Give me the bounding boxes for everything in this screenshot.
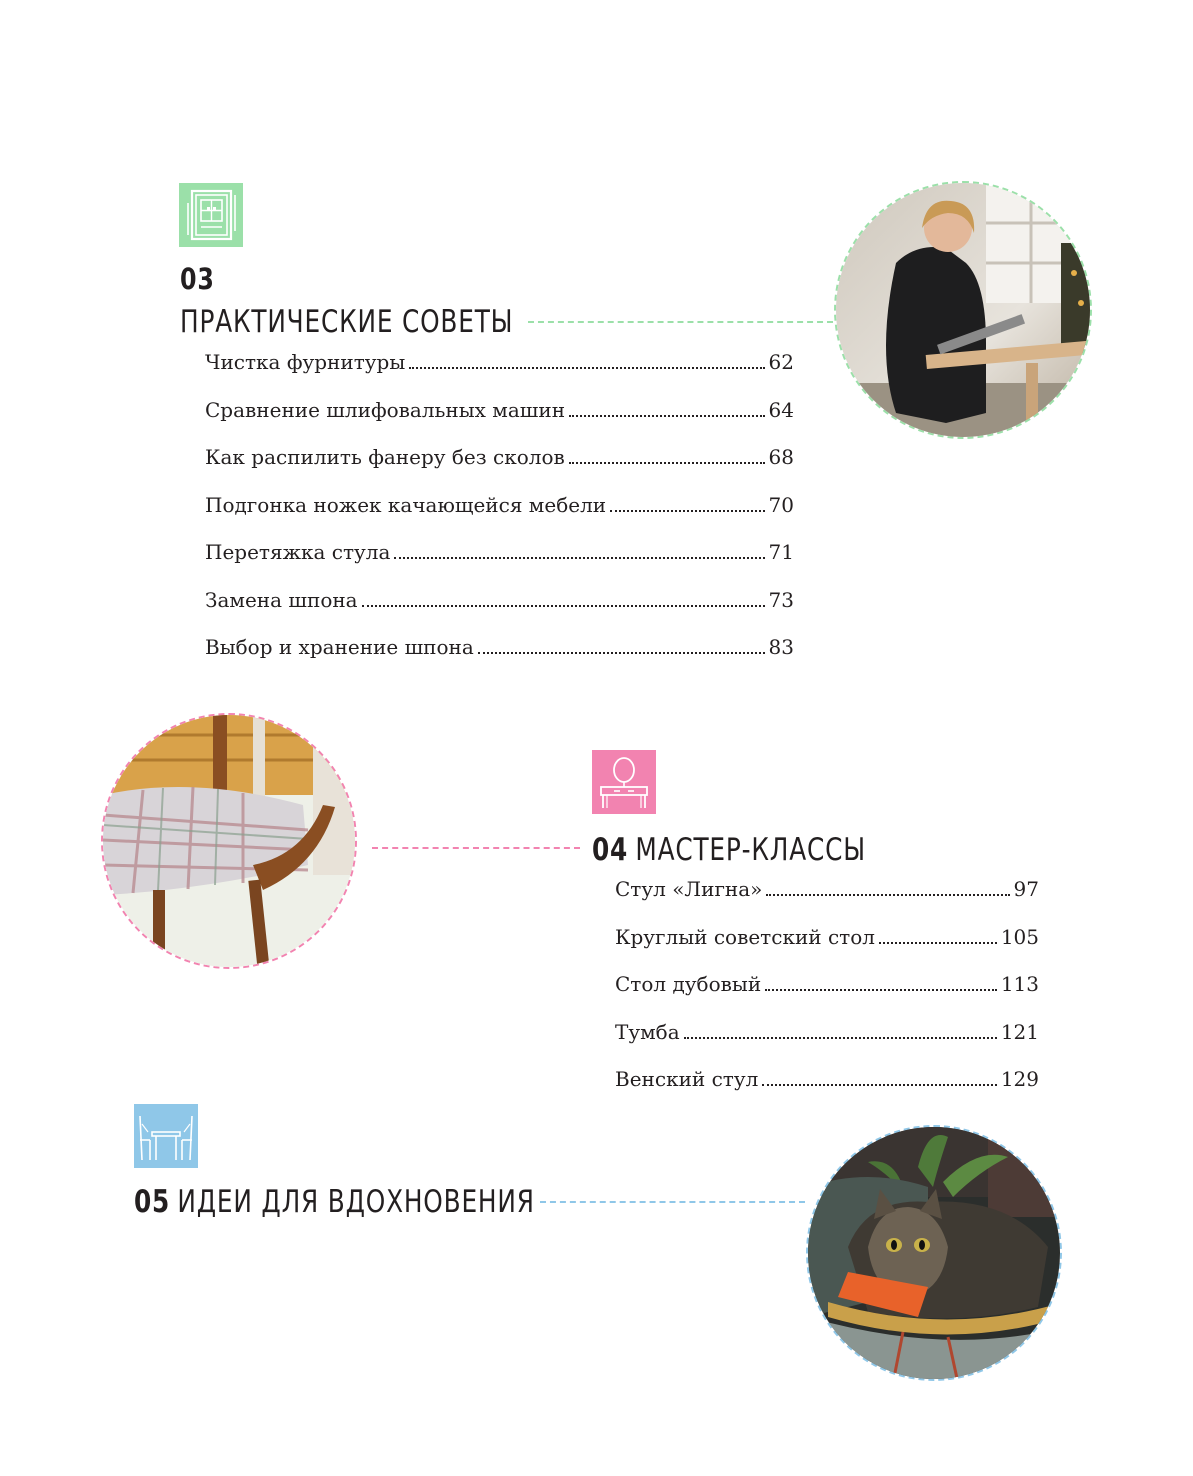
toc-entry-page: 68 [768,445,794,469]
section-heading [134,1184,535,1220]
toc-entry-page: 83 [768,635,794,659]
toc-entry-title: Сравнение шлифовальных машин [205,397,566,422]
connector-line [540,1201,805,1203]
toc-entry[interactable] [615,877,1039,925]
toc-entry-title: Круглый советский стол [615,924,875,949]
toc-entry-page: 62 [768,350,794,374]
connector-line [372,847,580,849]
toc-entry-title: Перетяжка стула [205,540,391,564]
toc-entry[interactable] [615,925,1039,973]
section-title: ИДЕИ ДЛЯ ВДОХНОВЕНИЯ [177,1184,535,1220]
dot-leader [762,1084,996,1086]
toc-entry[interactable] [205,588,794,636]
photo-cat-on-table [806,1125,1062,1381]
section-number: 04 [592,832,629,868]
toc-entry-title: Венский стул [615,1067,759,1091]
dot-leader [684,1037,997,1039]
toc-entry-page: 113 [1000,972,1039,996]
toc-entry[interactable] [205,350,794,398]
toc-entry-page: 64 [768,397,794,422]
section-number: 03 [180,262,215,296]
toc-entry[interactable] [205,398,794,446]
toc-entry-page: 71 [768,540,794,564]
toc-entry[interactable] [615,972,1039,1020]
dot-leader [394,557,764,559]
dot-leader [610,510,764,512]
vanity-table-icon [592,750,656,814]
toc-entry[interactable] [205,445,794,493]
toc-section-03 [205,350,794,683]
toc-entry-title: Стул «Лигна» [615,877,763,901]
toc-entry-title: Подгонка ножек качающейся мебели [205,492,607,517]
toc-entry-title: Замена шпона [205,587,358,612]
dining-set-icon [134,1104,198,1168]
dot-leader [569,415,765,417]
toc-entry[interactable] [205,635,794,683]
dot-leader [478,652,765,654]
toc-entry-page: 121 [1000,1019,1039,1044]
section-heading [592,832,866,868]
photo-upholstered-chair [101,713,357,969]
toc-entry-title: Как распилить фанеру без сколов [205,445,565,469]
toc-entry[interactable] [615,1067,1039,1115]
dot-leader [879,942,997,944]
dot-leader [362,605,765,607]
section-title: ПРАКТИЧЕСКИЕ СОВЕТЫ [180,304,514,340]
toc-entry-page: 97 [1013,877,1039,901]
toc-entry-page: 73 [768,587,794,612]
toc-entry-title: Чистка фурнитуры [205,350,406,374]
dot-leader [766,894,1009,896]
dot-leader [569,462,765,464]
cabinet-icon [179,183,243,247]
dot-leader [409,367,764,369]
toc-entry[interactable] [205,493,794,541]
toc-entry-title: Стол дубовый [615,972,762,996]
toc-entry-page: 105 [1000,924,1039,949]
section-number: 05 [134,1184,171,1220]
toc-section-04 [615,877,1039,1115]
toc-entry-title: Выбор и хранение шпона [205,635,474,659]
section-title: МАСТЕР-КЛАССЫ [635,832,866,868]
toc-entry-title: Тумба [615,1019,680,1044]
photo-woman-sawing [834,181,1092,439]
connector-line [528,321,833,323]
toc-entry[interactable] [615,1020,1039,1068]
dot-leader [765,989,997,991]
toc-entry-page: 129 [1000,1067,1039,1091]
toc-entry[interactable] [205,540,794,588]
toc-entry-page: 70 [768,492,794,517]
